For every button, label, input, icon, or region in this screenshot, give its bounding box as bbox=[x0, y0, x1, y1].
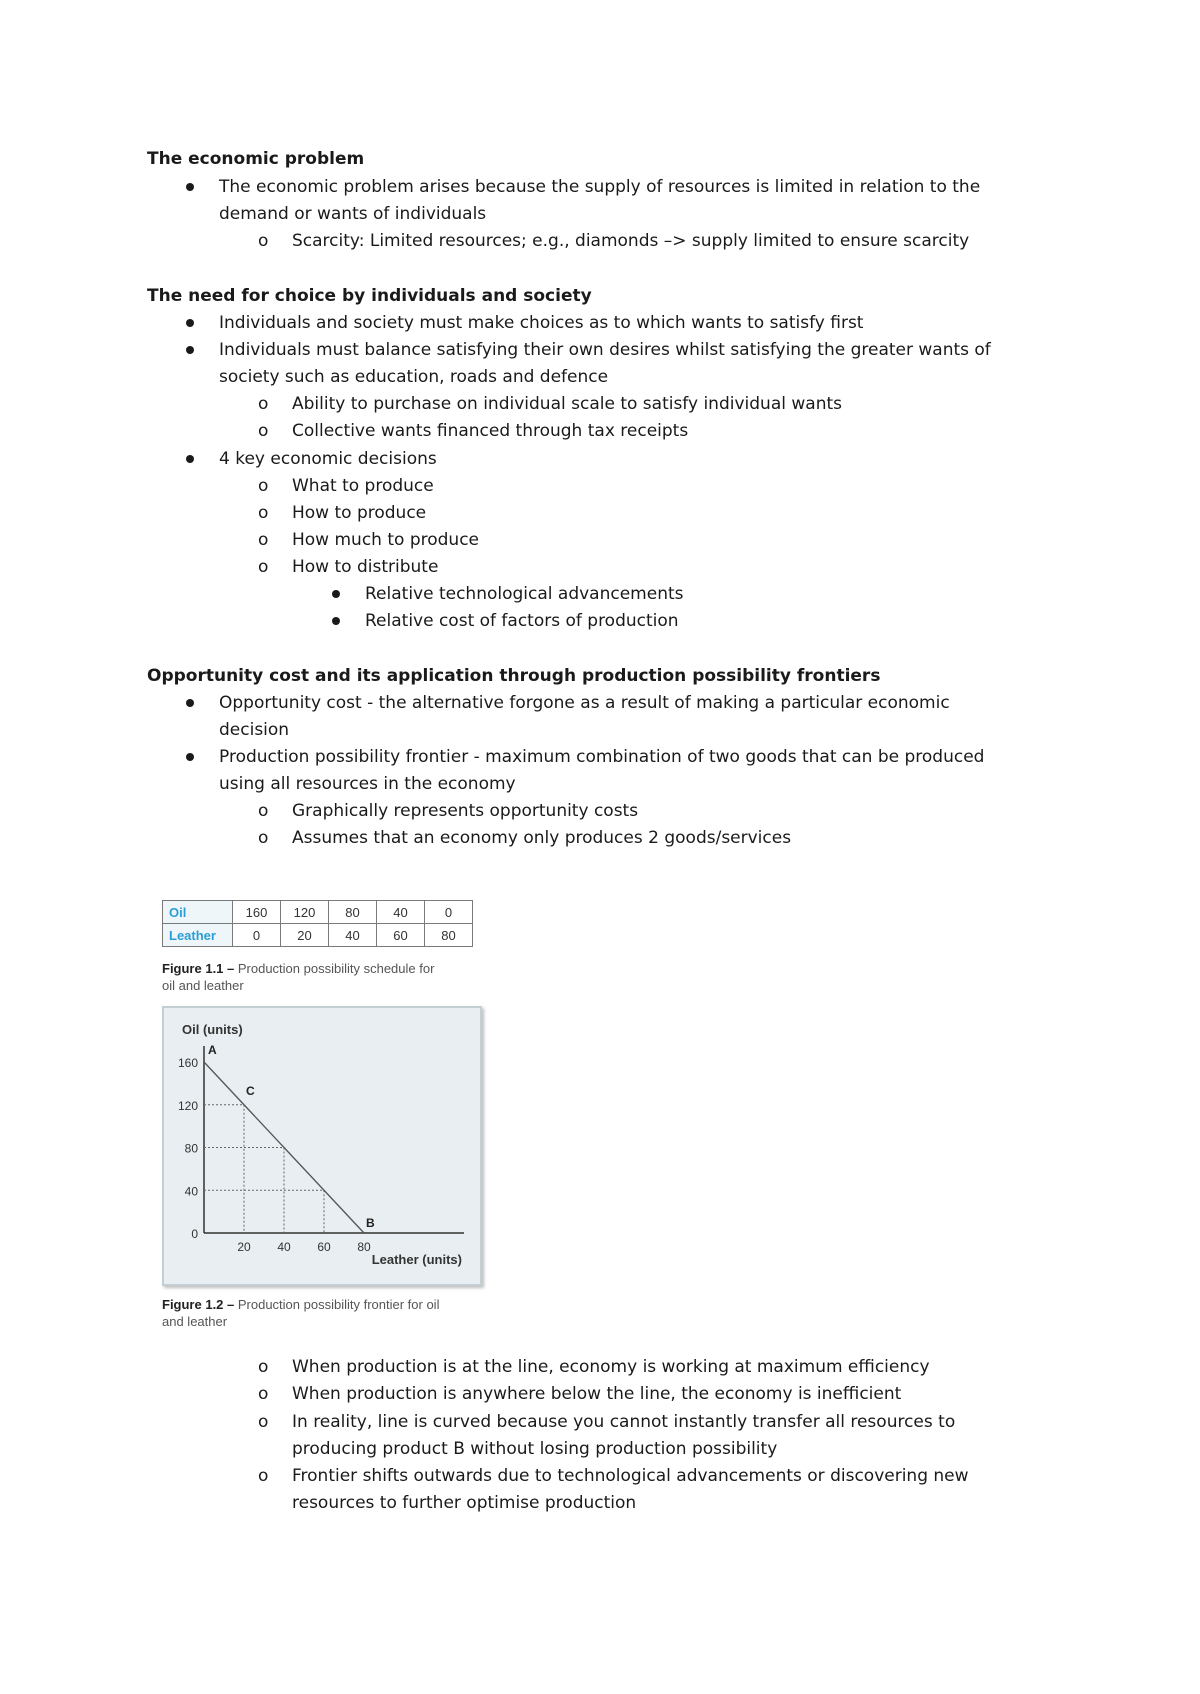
production-schedule-table bbox=[162, 900, 473, 947]
paragraph-line: Ability to purchase on individual scale to satisfy individual wants bbox=[292, 394, 842, 414]
paragraph-line: Relative cost of factors of production bbox=[365, 611, 679, 631]
y-tick-label: 120 bbox=[177, 1098, 198, 1113]
paragraph-line: Individuals and society must make choices as to which wants to satisfy first bbox=[219, 313, 864, 333]
figure-1-1-caption bbox=[162, 960, 434, 994]
paragraph-line: When production is anywhere below the line, the economy is inefficient bbox=[292, 1384, 902, 1404]
table-cell: 80 bbox=[425, 924, 473, 947]
sub-bullet-marker: o bbox=[258, 557, 269, 577]
table-cell: 0 bbox=[425, 901, 473, 924]
caption-text: and leather bbox=[162, 1314, 228, 1329]
paragraph-line: How much to produce bbox=[292, 530, 479, 550]
sub-bullet-marker: o bbox=[258, 1357, 269, 1377]
caption-label: Figure 1.1 – bbox=[162, 961, 235, 976]
x-tick-label: 60 bbox=[317, 1240, 331, 1254]
paragraph-line: Graphically represents opportunity costs bbox=[292, 801, 639, 821]
bullet-dot bbox=[186, 319, 194, 327]
paragraph-line: Frontier shifts outwards due to technological advancements or discovering new bbox=[292, 1466, 969, 1486]
bullet-dot bbox=[332, 590, 340, 598]
sub-bullet-marker: o bbox=[258, 1412, 269, 1432]
ppf-chart-panel bbox=[162, 1006, 482, 1286]
paragraph-line: producing product B without losing production possibility bbox=[292, 1439, 778, 1459]
paragraph-line: using all resources in the economy bbox=[219, 774, 516, 794]
y-tick-label: 40 bbox=[184, 1184, 198, 1199]
sub-bullet-marker: o bbox=[258, 828, 269, 848]
table-cell: 20 bbox=[281, 924, 329, 947]
bullet-dot bbox=[186, 753, 194, 761]
y-tick-label: 80 bbox=[184, 1141, 198, 1156]
paragraph-line: Assumes that an economy only produces 2 goods/services bbox=[292, 828, 792, 848]
sub-bullet-marker: o bbox=[258, 421, 269, 441]
paragraph-line: How to produce bbox=[292, 503, 427, 523]
paragraph-line: decision bbox=[219, 720, 290, 740]
sub-bullet-marker: o bbox=[258, 231, 269, 251]
paragraph-line: In reality, line is curved because you cannot instantly transfer all resources to bbox=[292, 1412, 956, 1432]
paragraph-line: 4 key economic decisions bbox=[219, 449, 437, 469]
table-cell: 60 bbox=[377, 924, 425, 947]
sub-bullet-marker: o bbox=[258, 503, 269, 523]
paragraph-line: Relative technological advancements bbox=[365, 584, 684, 604]
table-cell: 40 bbox=[377, 901, 425, 924]
caption-text: Production possibility frontier for oil bbox=[234, 1297, 440, 1312]
paragraph-line: What to produce bbox=[292, 476, 434, 496]
x-tick-label: 20 bbox=[237, 1240, 251, 1254]
table-row bbox=[163, 901, 473, 924]
bullet-dot bbox=[332, 617, 340, 625]
sub-bullet-marker: o bbox=[258, 1466, 269, 1486]
sub-bullet-marker: o bbox=[258, 1384, 269, 1404]
sub-bullet-marker: o bbox=[258, 394, 269, 414]
x-tick-label: 80 bbox=[357, 1240, 371, 1254]
table-cell: 40 bbox=[329, 924, 377, 947]
table-row bbox=[163, 924, 473, 947]
paragraph-line: demand or wants of individuals bbox=[219, 204, 487, 224]
point-label-b: B bbox=[366, 1216, 375, 1230]
figure-1-2-caption bbox=[162, 1296, 439, 1330]
bullet-dot bbox=[186, 346, 194, 354]
y-axis-label: Oil (units) bbox=[182, 1022, 243, 1037]
table-cell: 80 bbox=[329, 901, 377, 924]
table-cell: 120 bbox=[281, 901, 329, 924]
row-header: Oil bbox=[163, 901, 233, 924]
paragraph-line: Collective wants financed through tax receipts bbox=[292, 421, 689, 441]
table-cell: 160 bbox=[233, 901, 281, 924]
heading-economic-problem: The economic problem bbox=[147, 149, 365, 169]
ppf-chart bbox=[164, 1008, 480, 1284]
sub-bullet-marker: o bbox=[258, 476, 269, 496]
sub-bullet-marker: o bbox=[258, 801, 269, 821]
heading-need-for-choice: The need for choice by individuals and society bbox=[147, 286, 592, 306]
caption-label: Figure 1.2 – bbox=[162, 1297, 235, 1312]
paragraph-line: resources to further optimise production bbox=[292, 1493, 637, 1513]
table-cell: 0 bbox=[233, 924, 281, 947]
sub-bullet-marker: o bbox=[258, 530, 269, 550]
caption-text: Production possibility schedule for bbox=[234, 961, 435, 976]
bullet-dot bbox=[186, 699, 194, 707]
paragraph-line: When production is at the line, economy is working at maximum efficiency bbox=[292, 1357, 930, 1377]
row-header: Leather bbox=[163, 924, 233, 947]
x-axis-label: Leather (units) bbox=[371, 1252, 462, 1267]
paragraph-line: The economic problem arises because the supply of resources is limited in relation to the bbox=[219, 177, 981, 197]
bullet-dot bbox=[186, 455, 194, 463]
paragraph-line: Individuals must balance satisfying their own desires whilst satisfying the greater wants of bbox=[219, 340, 991, 360]
bullet-dot bbox=[186, 183, 194, 191]
paragraph-line: Production possibility frontier - maximum combination of two goods that can be produced bbox=[219, 747, 985, 767]
caption-text: oil and leather bbox=[162, 978, 244, 993]
paragraph-line: Opportunity cost - the alternative forgone as a result of making a particular economic bbox=[219, 693, 950, 713]
y-tick-label: 0 bbox=[191, 1227, 198, 1241]
y-tick-label: 160 bbox=[177, 1056, 198, 1070]
x-tick-label: 40 bbox=[277, 1240, 291, 1254]
paragraph-line: How to distribute bbox=[292, 557, 439, 577]
point-label-a: A bbox=[208, 1043, 217, 1057]
paragraph-line: society such as education, roads and defence bbox=[219, 367, 609, 387]
point-label-c: C bbox=[246, 1083, 255, 1098]
heading-opportunity-cost: Opportunity cost and its application through production possibility frontiers bbox=[147, 666, 881, 686]
paragraph-line: Scarcity: Limited resources; e.g., diamonds –> supply limited to ensure scarcity bbox=[292, 231, 970, 251]
